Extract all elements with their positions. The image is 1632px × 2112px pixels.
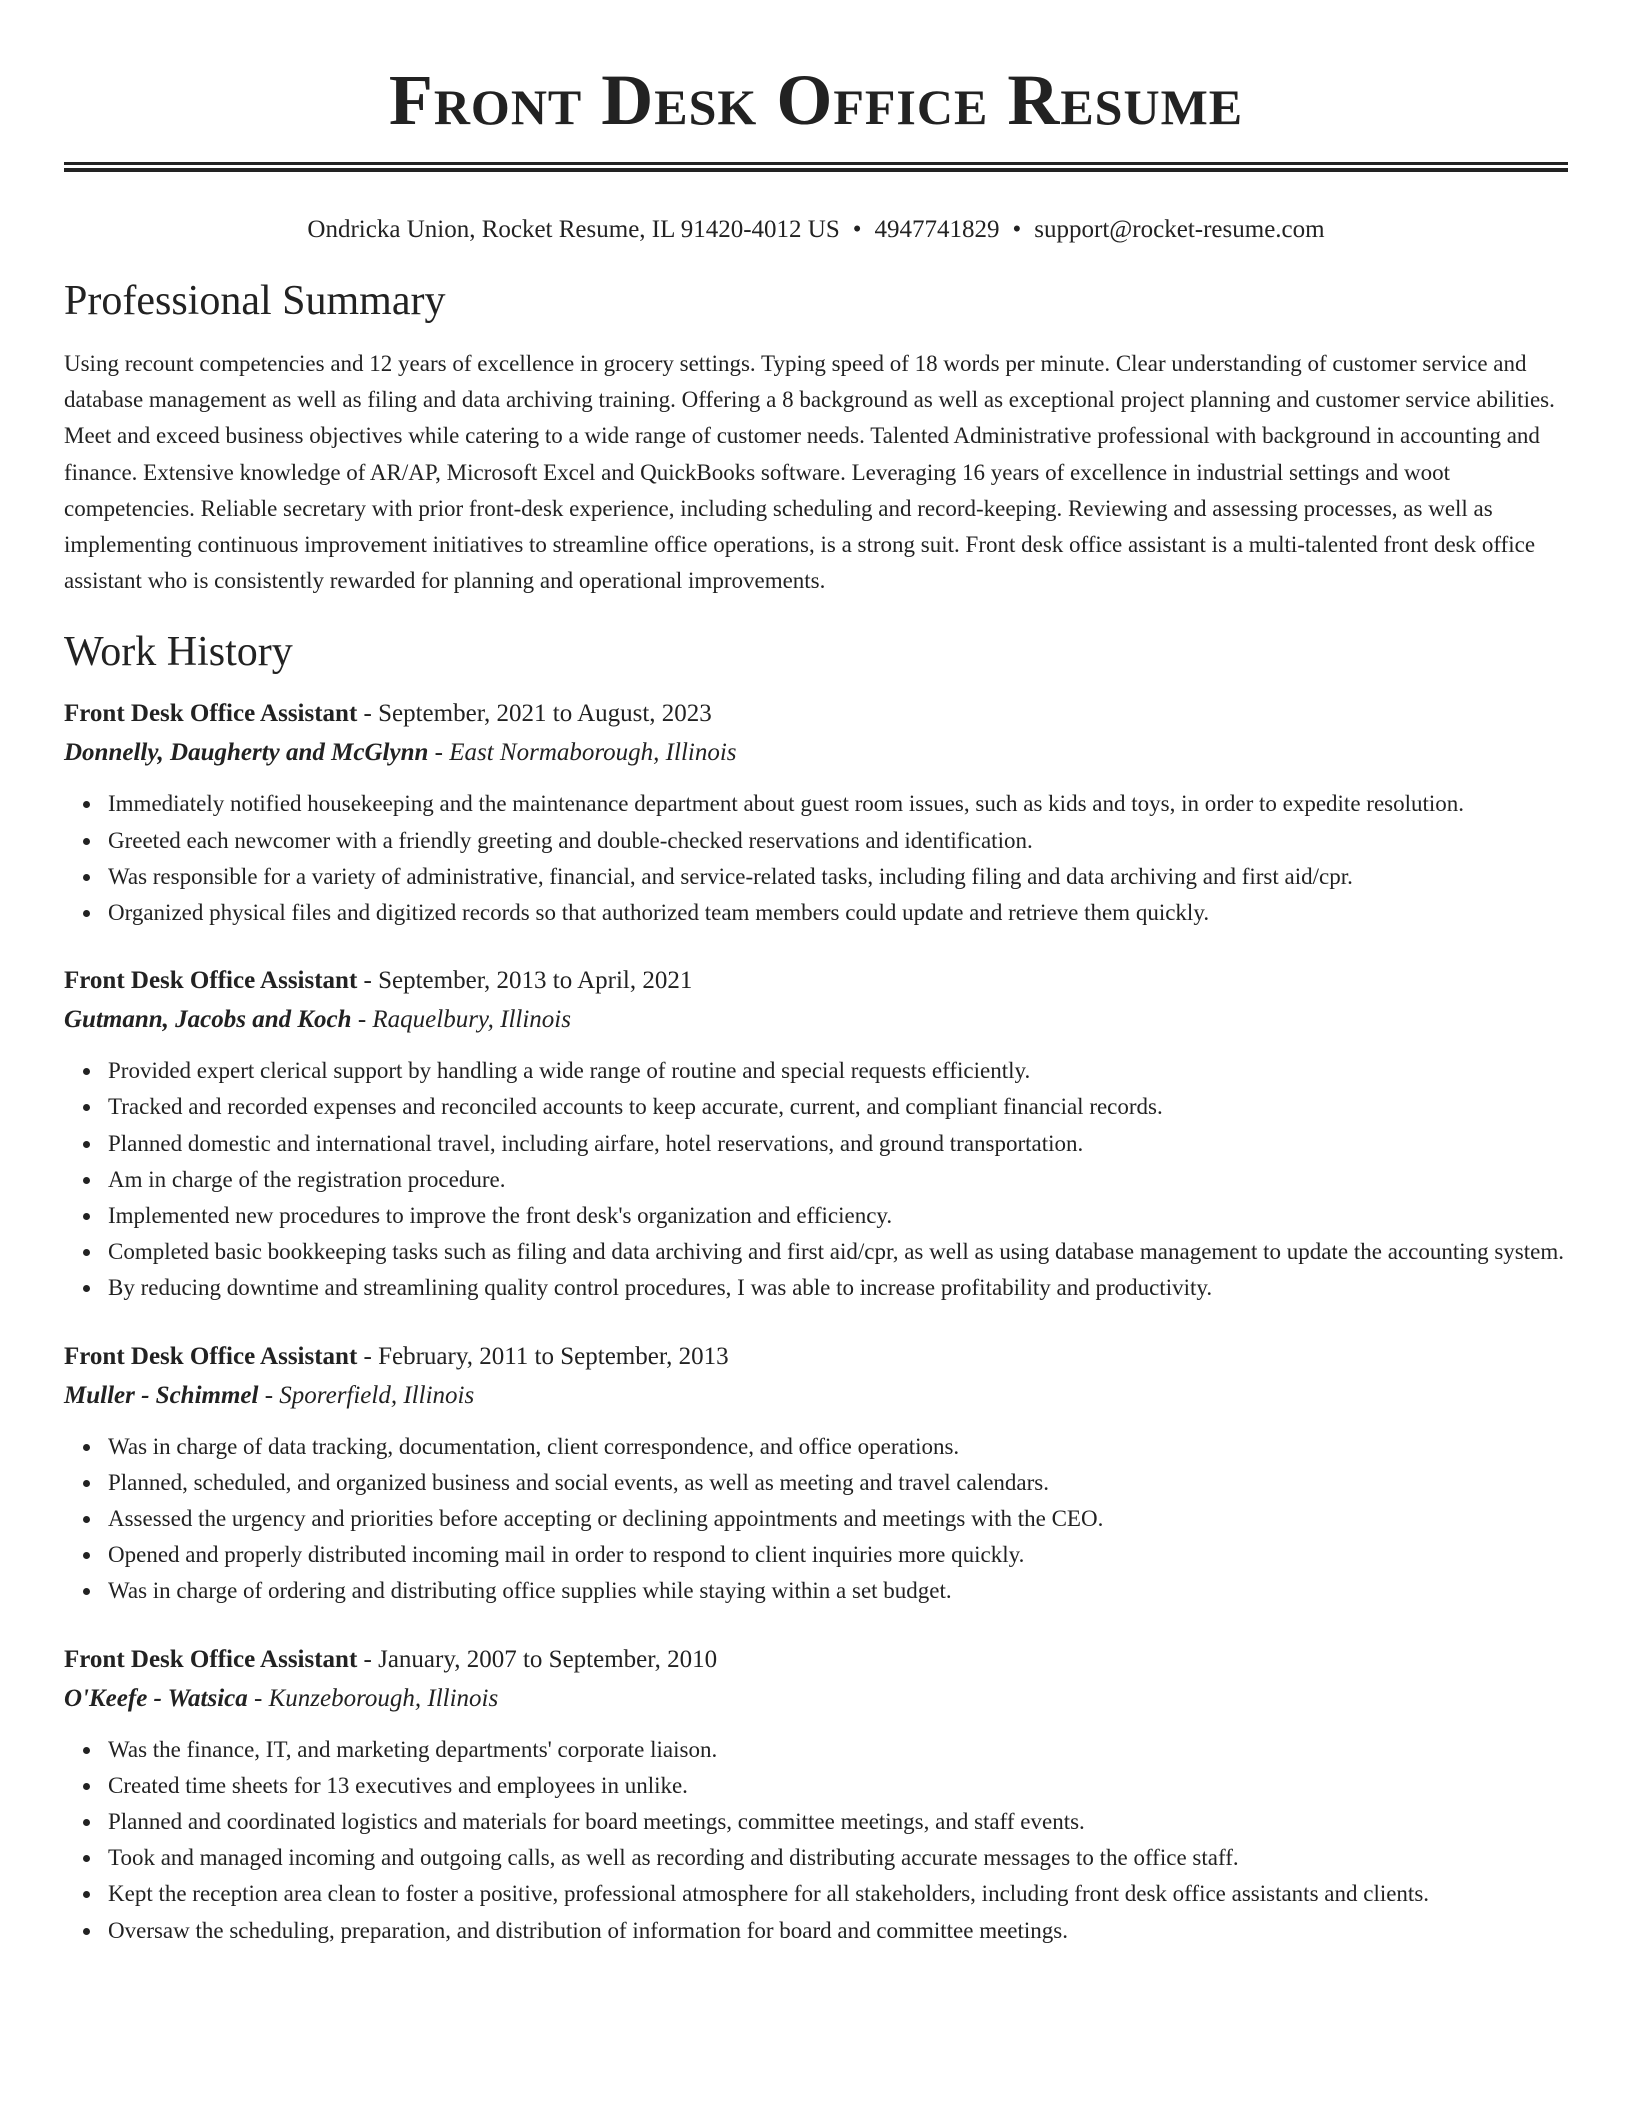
- job-employer: [64, 1001, 1568, 1039]
- duty-item: Took and managed incoming and outgoing calls, as well as recording and distributing accurate messages to the office staff.: [108, 1840, 1568, 1876]
- contact-separator: •: [1012, 216, 1022, 243]
- job-employer: [64, 734, 1568, 772]
- resume-title: Front Desk Office Resume: [388, 60, 1244, 140]
- summary-heading: Professional Summary: [64, 278, 446, 324]
- contact-phone: 4947741829: [874, 216, 1000, 243]
- duty-list: [64, 1732, 1568, 1949]
- company-name: O'Keefe - Watsica: [64, 1684, 248, 1712]
- duty-list: [64, 1429, 1568, 1610]
- contact-address: Ondricka Union, Rocket Resume, IL 91420-4012 US: [307, 216, 840, 243]
- work-history-list: [64, 695, 1568, 1948]
- duty-item: Greeted each newcomer with a friendly greeting and double-checked reservations and identification.: [108, 823, 1568, 859]
- duty-list: [64, 786, 1568, 931]
- job-title: Front Desk Office Assistant: [64, 1342, 358, 1370]
- work-history-heading: Work History: [64, 629, 293, 676]
- contact-line: [64, 214, 1568, 246]
- duty-item: Kept the reception area clean to foster a positive, professional atmosphere for all stakeholders, including front desk office assistants and clients.: [108, 1876, 1568, 1912]
- duty-item: Planned domestic and international travel, including airfare, hotel reservations, and ground transportation.: [108, 1126, 1568, 1162]
- job-title: Front Desk Office Assistant: [64, 700, 358, 728]
- company-location: - Raquelbury, Illinois: [351, 1006, 571, 1034]
- company-name: Donnelly, Daugherty and McGlynn: [64, 739, 429, 767]
- duty-item: Planned and coordinated logistics and materials for board meetings, committee meetings, and staff events.: [108, 1804, 1568, 1840]
- duty-item: Was the finance, IT, and marketing departments' corporate liaison.: [108, 1732, 1568, 1768]
- duty-item: Planned, scheduled, and organized business and social events, as well as meeting and travel calendars.: [108, 1465, 1568, 1501]
- job-entry: [64, 1641, 1568, 1949]
- job-header: [64, 962, 1568, 1000]
- title-divider: [64, 162, 1568, 172]
- job-dates: - September, 2013 to April, 2021: [357, 967, 693, 995]
- company-name: Gutmann, Jacobs and Koch: [64, 1006, 352, 1034]
- job-entry: [64, 695, 1568, 931]
- duty-item: Implemented new procedures to improve the front desk's organization and efficiency.: [108, 1198, 1568, 1234]
- duty-item: Was in charge of ordering and distributing office supplies while staying within a set budget.: [108, 1573, 1568, 1609]
- duty-item: Created time sheets for 13 executives and employees in unlike.: [108, 1768, 1568, 1804]
- job-dates: - February, 2011 to September, 2013: [357, 1342, 729, 1370]
- contact-email: support@rocket-resume.com: [1034, 216, 1325, 243]
- job-employer: [64, 1680, 1568, 1718]
- job-header: [64, 1641, 1568, 1679]
- job-header: [64, 695, 1568, 733]
- duty-item: Assessed the urgency and priorities before accepting or declining appointments and meetings with the CEO.: [108, 1501, 1568, 1537]
- job-dates: - January, 2007 to September, 2010: [357, 1645, 718, 1673]
- duty-item: Completed basic bookkeeping tasks such as filing and data archiving and first aid/cpr, as well as using database management to update the accounting system.: [108, 1234, 1568, 1270]
- duty-item: Tracked and recorded expenses and reconciled accounts to keep accurate, current, and compliant financial records.: [108, 1089, 1568, 1125]
- duty-item: Provided expert clerical support by handling a wide range of routine and special requests efficiently.: [108, 1053, 1568, 1089]
- job-entry: [64, 962, 1568, 1306]
- job-employer: [64, 1377, 1568, 1415]
- contact-separator: •: [852, 216, 862, 243]
- duty-list: [64, 1053, 1568, 1306]
- duty-item: Immediately notified housekeeping and the maintenance department about guest room issues, such as kids and toys, in order to expedite resolution.: [108, 786, 1568, 822]
- job-title: Front Desk Office Assistant: [64, 1645, 358, 1673]
- company-location: - Kunzeborough, Illinois: [247, 1684, 499, 1712]
- duty-item: Opened and properly distributed incoming mail in order to respond to client inquiries more quickly.: [108, 1537, 1568, 1573]
- duty-item: Oversaw the scheduling, preparation, and distribution of information for board and committee meetings.: [108, 1913, 1568, 1949]
- job-dates: - September, 2021 to August, 2023: [357, 700, 712, 728]
- duty-item: Was in charge of data tracking, documentation, client correspondence, and office operations.: [108, 1429, 1568, 1465]
- job-title: Front Desk Office Assistant: [64, 967, 358, 995]
- duty-item: Was responsible for a variety of administrative, financial, and service-related tasks, including filing and data archiving and first aid/cpr.: [108, 859, 1568, 895]
- job-header: [64, 1338, 1568, 1376]
- company-location: - Sporerfield, Illinois: [258, 1381, 475, 1409]
- duty-item: Organized physical files and digitized records so that authorized team members could update and retrieve them quickly.: [108, 895, 1568, 931]
- job-entry: [64, 1338, 1568, 1610]
- summary-text: Using recount competencies and 12 years of excellence in grocery settings. Typing speed of 18 words per minute. Clear understanding of customer service and database management as well as filing and data archiving training. Offering a 8 background as well as exceptional project planning and customer service abilities. Meet and exceed business objectives while catering to a wide range of customer needs. Talented Administrative professional with background in accounting and finance. Extensive knowledge of AR/AP, Microsoft Excel and QuickBooks software. Leveraging 16 years of excellence in industrial settings and woot competencies. Reliable secretary with prior front-desk experience, including scheduling and record-keeping. Reviewing and assessing processes, as well as implementing continuous improvement initiatives to streamline office operations, is a strong suit. Front desk office assistant is a multi-talented front desk office assistant who is consistently rewarded for planning and operational improvements.: [64, 351, 1555, 594]
- duty-item: By reducing downtime and streamlining quality control procedures, I was able to increase profitability and productivity.: [108, 1270, 1568, 1306]
- company-location: - East Normaborough, Illinois: [428, 739, 737, 767]
- company-name: Muller - Schimmel: [64, 1381, 259, 1409]
- duty-item: Am in charge of the registration procedure.: [108, 1162, 1568, 1198]
